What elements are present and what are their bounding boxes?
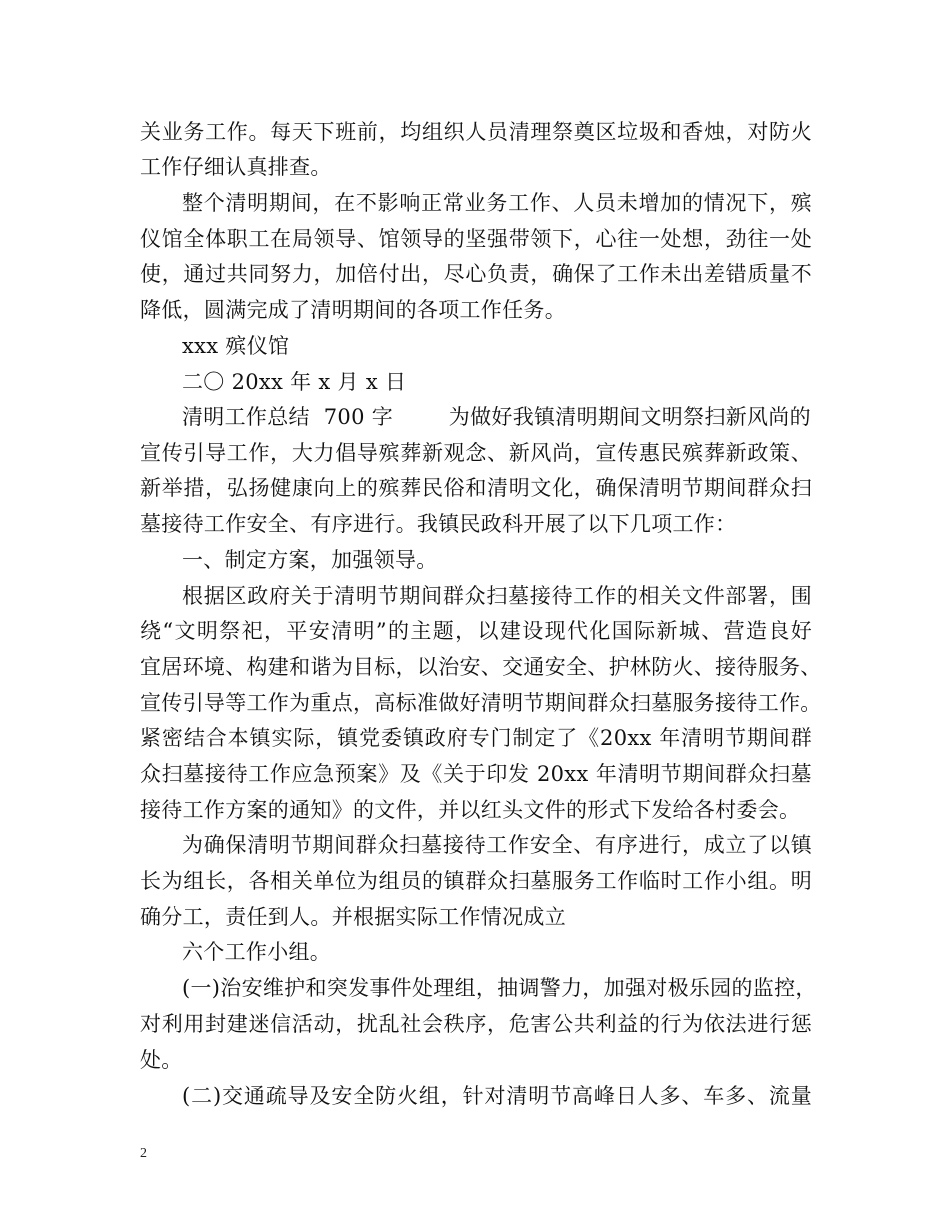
text-line: 宜居环境、构建和谐为目标，以治安、交通安全、护林防火、接待服务、	[140, 655, 822, 679]
text-line: 六个工作小组。	[182, 940, 332, 964]
text-line: (二)交通疏导及安全防火组，针对清明节高峰日人多、车多、流量	[182, 1084, 812, 1108]
page-number: 2	[140, 1146, 147, 1161]
text-line: (一)治安维护和突发事件处理组，抽调警力，加强对极乐园的监控，	[182, 976, 817, 1000]
text-line: 绕“文明祭祀，平安清明”的主题，以建设现代化国际新城、营造良好	[140, 619, 812, 643]
section-title-line: 清明工作总结 700 字 为做好我镇清明期间文明祭扫新风尚的	[182, 405, 811, 429]
signature-organization: xxx 殡仪馆	[182, 334, 290, 358]
text-line: 新举措，弘扬健康向上的殡葬民俗和清明文化，确保清明节期间群众扫	[140, 476, 812, 500]
text-line: 关业务工作。每天下班前，均组织人员清理祭奠区垃圾和香烛，对防火	[140, 120, 812, 144]
text-line: 处。	[140, 1048, 183, 1072]
signature-date: 二〇 20xx 年 x 月 x 日	[182, 370, 407, 394]
text-line: 整个清明期间，在不影响正常业务工作、人员未增加的情况下，殡	[182, 191, 812, 215]
text-line: 紧密结合本镇实际，镇党委镇政府专门制定了《20xx 年清明节期间群	[140, 726, 812, 750]
text-line: 仪馆全体职工在局领导、馆领导的坚强带领下，心往一处想，劲往一处	[140, 227, 812, 251]
section-heading: 一、制定方案，加强领导。	[182, 548, 438, 572]
text-line: 众扫墓接待工作应急预案》及《关于印发 20xx 年清明节期间群众扫墓	[140, 762, 812, 786]
text-line: 墓接待工作安全、有序进行。我镇民政科开展了以下几项工作：	[140, 512, 737, 536]
text-line: 对利用封建迷信活动，扰乱社会秩序，危害公共利益的行为依法进行惩	[140, 1012, 812, 1036]
text-line: 工作仔细认真排查。	[140, 155, 332, 179]
text-line: 宣传引导等工作为重点，高标准做好清明节期间群众扫墓服务接待工作。	[140, 691, 822, 715]
text-line: 确分工，责任到人。并根据实际工作情况成立	[140, 905, 566, 929]
text-line: 为确保清明节期间群众扫墓接待工作安全、有序进行，成立了以镇	[182, 833, 812, 857]
text-line: 降低，圆满完成了清明期间的各项工作任务。	[140, 298, 566, 322]
text-line: 宣传引导工作，大力倡导殡葬新观念、新风尚，宣传惠民殡葬新政策、	[140, 441, 812, 465]
text-line: 长为组长，各相关单位为组员的镇群众扫墓服务工作临时工作小组。明	[140, 869, 812, 893]
text-line: 接待工作方案的通知》的文件，并以红头文件的形式下发给各村委会。	[140, 798, 801, 822]
text-line: 根据区政府关于清明节期间群众扫墓接待工作的相关文件部署，围	[182, 584, 812, 608]
text-line: 使，通过共同努力，加倍付出，尽心负责，确保了工作未出差错质量不	[140, 262, 812, 286]
